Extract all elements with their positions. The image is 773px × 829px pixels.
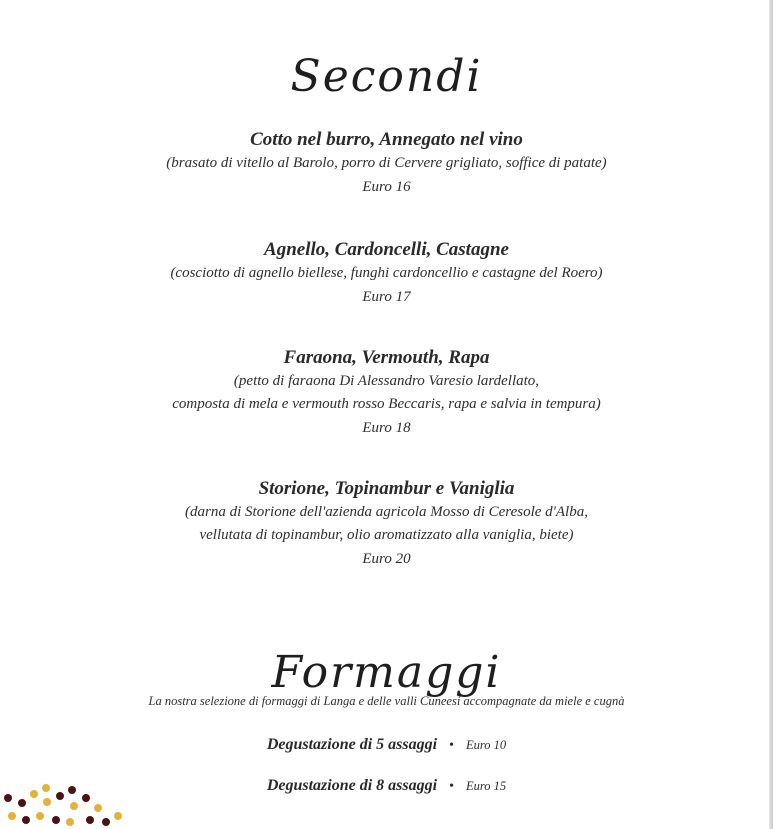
tasting-name: Degustazione di 5 assaggi xyxy=(266,736,438,753)
dish-price: Euro 17 xyxy=(362,289,411,305)
dot xyxy=(22,816,30,824)
dot xyxy=(4,794,12,802)
dot xyxy=(43,798,51,806)
dish-description-line: composta di mela e vermouth rosso Beccaris, rapa e salvia in tempura) xyxy=(172,396,601,412)
dish-name: Faraona, Vermouth, Rapa xyxy=(283,347,490,368)
menu-item xyxy=(0,346,773,440)
dot xyxy=(86,816,94,824)
dot xyxy=(56,792,64,800)
dish-name: Storione, Topinambur e Vaniglia xyxy=(258,478,515,499)
dish-price: Euro 20 xyxy=(362,551,411,567)
dot xyxy=(30,790,38,798)
dot xyxy=(52,816,60,824)
dish-name: Agnello, Cardoncelli, Castagne xyxy=(264,239,509,260)
tasting-price: Euro 15 xyxy=(465,779,507,793)
dot xyxy=(114,812,122,820)
dish-price: Euro 18 xyxy=(362,420,411,436)
dish-description-line: (darna di Storione dell'azienda agricola Mosso di Ceresole d'Alba, xyxy=(185,504,588,520)
tasting-option xyxy=(0,736,773,754)
dish-description: (cosciotto di agnello biellese, funghi cardoncellio e castagne del Roero) xyxy=(170,265,603,281)
dot xyxy=(94,804,102,812)
bullet-separator: • xyxy=(449,738,454,753)
dish-description-line: (petto di faraona Di Alessandro Varesio lardellato, xyxy=(233,373,540,389)
dot xyxy=(68,786,76,794)
section-title-formaggi: Formaggi xyxy=(271,647,502,699)
dot xyxy=(66,818,74,826)
dish-price: Euro 16 xyxy=(362,179,411,195)
dot xyxy=(18,799,26,807)
formaggi-intro: La nostra selezione di formaggi di Langa e delle valli Cuneesi accompagnate da miele e cugnà xyxy=(148,694,625,708)
dot xyxy=(42,784,50,792)
dot xyxy=(82,794,90,802)
dish-name: Cotto nel burro, Annegato nel vino xyxy=(250,129,523,150)
decorative-dots xyxy=(0,780,130,829)
dot xyxy=(102,818,110,826)
dot xyxy=(36,812,44,820)
dot xyxy=(70,802,78,810)
menu-item xyxy=(0,128,773,199)
dot xyxy=(8,812,16,820)
tasting-price: Euro 10 xyxy=(465,738,507,752)
menu-item xyxy=(0,238,773,309)
section-title-secondi: Secondi xyxy=(290,51,483,103)
dish-description-line: vellutata di topinambur, olio aromatizzato alla vaniglia, biete) xyxy=(199,527,574,543)
bullet-separator: • xyxy=(449,779,454,794)
dish-description: (brasato di vitello al Barolo, porro di Cervere grigliato, soffice di patate) xyxy=(166,155,607,171)
tasting-name: Degustazione di 8 assaggi xyxy=(266,777,438,794)
menu-item xyxy=(0,477,773,571)
